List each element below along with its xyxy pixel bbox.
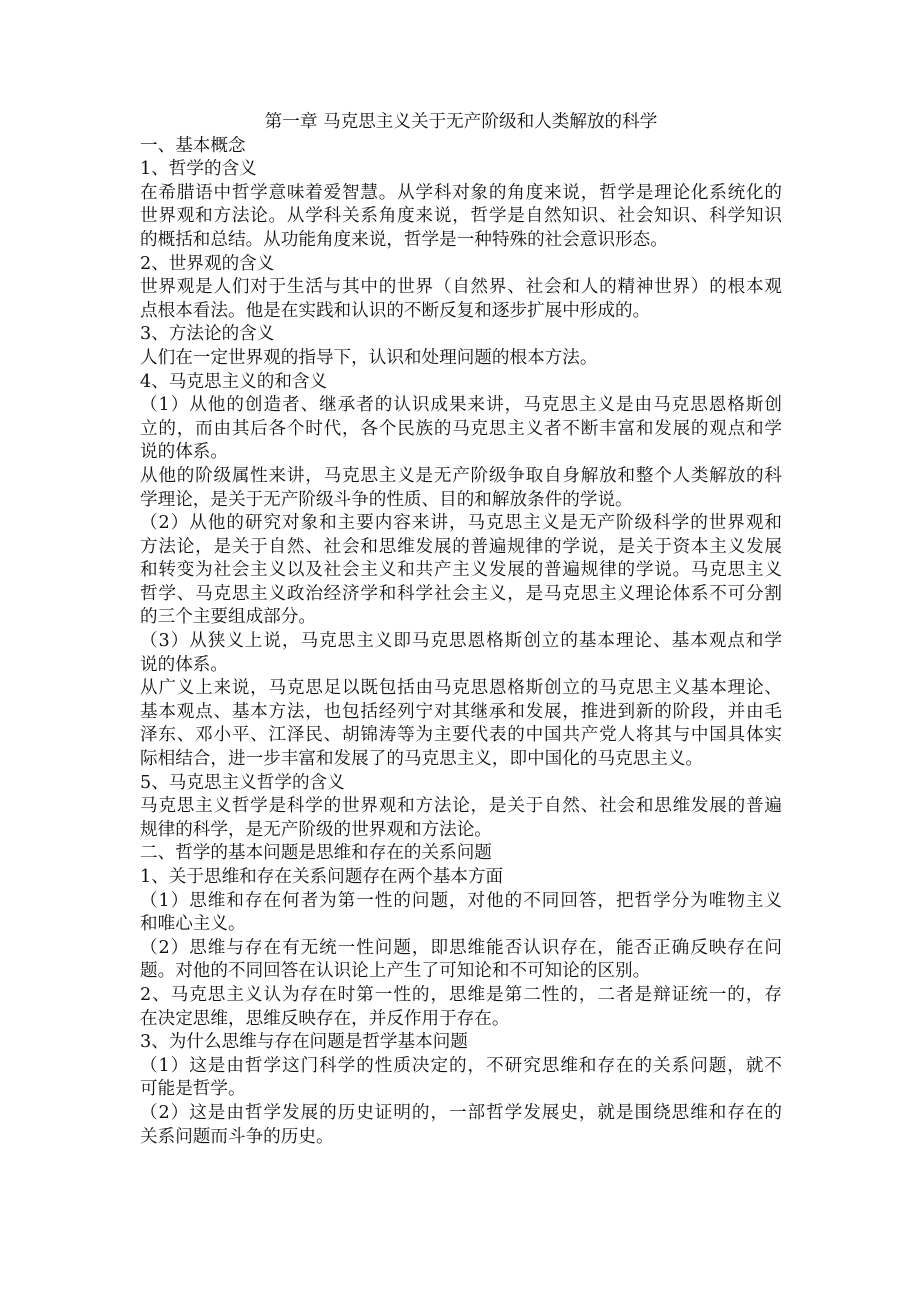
text-line: 世界观和方法论。从学科关系角度来说，哲学是自然知识、社会知识、科学知识 [140, 206, 782, 227]
document-body [140, 111, 782, 1149]
text-line: 3、为什么思维与存在问题是哲学基本问题 [140, 1032, 468, 1053]
text-line: 说的体系。 [140, 654, 228, 675]
text-line: 2、马克思主义认为存在时第一性的，思维是第二性的，二者是辩证统一的，存 [140, 984, 782, 1005]
text-line: 泽东、邓小平、江泽民、胡锦涛等为主要代表的中国共产党人将其与中国具体实 [140, 725, 782, 746]
page-title: 第一章 马克思主义关于无产阶级和人类解放的科学 [264, 112, 658, 132]
text-line: 3、方法论的含义 [140, 324, 275, 345]
text-line: 4、马克思主义的和含义 [140, 371, 328, 392]
text-line: 1、关于思维和存在关系问题存在两个基本方面 [140, 867, 504, 887]
text-line: 哲学、马克思主义政治经济学和科学社会主义，是马克思主义理论体系不可分割 [140, 583, 782, 604]
text-line: 和唯心主义。 [140, 914, 246, 935]
text-line: （1）思维和存在何者为第一性的问题，对他的不同回答，把哲学分为唯物主义 [140, 890, 782, 911]
text-line: 在希腊语中哲学意味着爱智慧。从学科对象的角度来说，哲学是理论化系统化的 [140, 182, 782, 203]
text-line: 二、哲学的基本问题是思维和存在的关系问题 [140, 843, 492, 864]
text-line: 从广义上来说，马克思足以既包括由马克思恩格斯创立的马克思主义基本理论、 [140, 678, 782, 699]
text-line: 2、世界观的含义 [140, 253, 275, 274]
text-line: （1）这是由哲学这门科学的性质决定的，不研究思维和存在的关系问题，就不 [140, 1055, 782, 1076]
text-line: 际相结合，进一步丰富和发展了的马克思主义，即中国化的马克思主义。 [140, 749, 704, 770]
text-line: 学理论，是关于无产阶级斗争的性质、目的和解放条件的学说。 [140, 489, 633, 510]
text-line: 方法论，是关于自然、社会和思维发展的普遍规律的学说，是关于资本主义发展 [140, 536, 782, 557]
text-lines [140, 135, 782, 1150]
text-line: 可能是哲学。 [140, 1079, 246, 1100]
text-line: 题。对他的不同回答在认识论上产生了可知论和不可知论的区别。 [140, 961, 651, 982]
text-line: 在决定思维，思维反映存在，并反作用于存在。 [140, 1008, 510, 1029]
text-line: 1、哲学的含义 [140, 159, 257, 180]
text-line: （1）从他的创造者、继承者的认识成果来讲，马克思主义是由马克思恩格斯创 [140, 395, 782, 416]
text-line: （2）从他的研究对象和主要内容来讲，马克思主义是无产阶级科学的世界观和 [140, 513, 782, 534]
text-line: （2）思维与存在有无统一性问题，即思维能否认识存在，能否正确反映存在问 [140, 937, 782, 958]
text-line: 的概括和总结。从功能角度来说，哲学是一种特殊的社会意识形态。 [140, 229, 668, 250]
text-line: （2）这是由哲学发展的历史证明的，一部哲学发展史，就是围绕思维和存在的 [140, 1102, 782, 1123]
text-line: 基本观点、基本方法，也包括经列宁对其继承和发展，推进到新的阶段，并由毛 [140, 701, 782, 722]
text-line: （3）从狭义上说，马克思主义即马克思恩格斯创立的基本理论、基本观点和学 [140, 631, 782, 652]
text-line: 立的，而由其后各个时代，各个民族的马克思主义者不断丰富和发展的观点和学 [140, 418, 782, 439]
text-line: 和转变为社会主义以及社会主义和共产主义发展的普遍规律的学说。马克思主义 [140, 560, 782, 581]
text-line: 从他的阶级属性来讲，马克思主义是无产阶级争取自身解放和整个人类解放的科 [140, 465, 782, 486]
text-line: 5、马克思主义哲学的含义 [140, 772, 345, 793]
text-line: 马克思主义哲学是科学的世界观和方法论，是关于自然、社会和思维发展的普遍 [140, 796, 782, 817]
text-line: 点根本看法。他是在实践和认识的不断反复和逐步扩展中形成的。 [140, 300, 651, 321]
text-line: 关系问题而斗争的历史。 [140, 1126, 334, 1147]
text-line: 世界观是人们对于生活与其中的世界（自然界、社会和人的精神世界）的根本观 [140, 277, 782, 298]
text-line: 规律的科学，是无产阶级的世界观和方法论。 [140, 819, 492, 840]
text-line: 的三个主要组成部分。 [140, 607, 316, 628]
text-line: 一、基本概念 [140, 135, 246, 156]
text-line: 人们在一定世界观的指导下，认识和处理问题的根本方法。 [140, 347, 598, 368]
text-line: 说的体系。 [140, 442, 228, 463]
